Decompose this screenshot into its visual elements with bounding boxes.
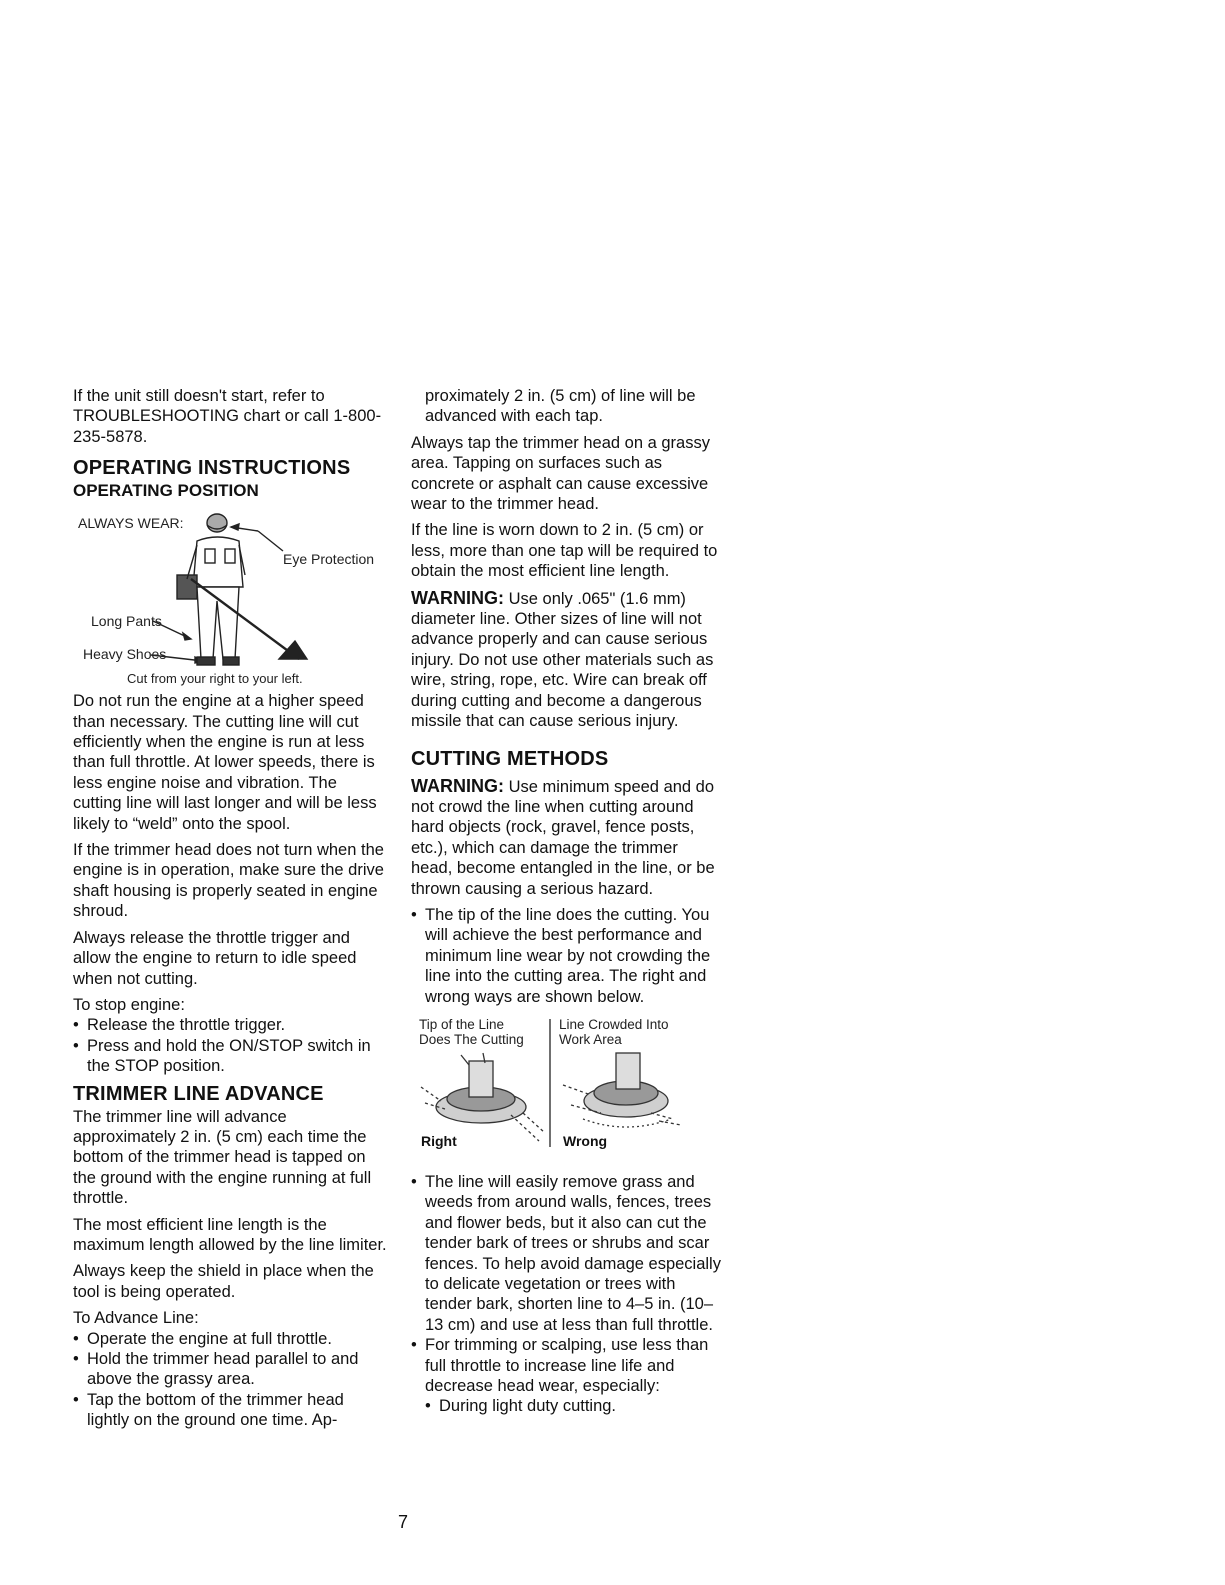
trimmer-line-advance-heading: TRIMMER LINE ADVANCE [73, 1082, 324, 1105]
line-advance-paragraph: The trimmer line will advance approximately 2 in. (5 cm) each time the bottom of the trimmer head is tapped on the ground with the engine running at full throttle. [73, 1107, 372, 1208]
intro-text: If the unit still doesn't start, refer to TROUBLESHOOTING chart or call 1-800-235-5878. [73, 387, 382, 446]
trimmer-head-paragraph: If the trimmer head does not turn when the engine is in operation, make sure the drive shaft housing is properly seated in engine shroud. [73, 841, 384, 921]
line-length-paragraph: The most efficient line length is the maximum length allowed by the line limiter. [73, 1215, 387, 1254]
cutting-tip-bullet: • The tip of the line does the cutting. You will achieve the best performance and minimum line wear by not crowding the line into the cutting area. The right and wrong ways are shown below. [411, 905, 721, 1007]
figure-caption: Cut from your right to your left. [127, 671, 303, 687]
stop-engine-label: To stop engine: [73, 995, 185, 1014]
advance-step-1: • Operate the engine at full throttle. [73, 1329, 388, 1349]
warning-label: WARNING: [411, 775, 504, 796]
worn-line-paragraph: If the line is worn down to 2 in. (5 cm) or less, more than one tap will be required to obtain the most efficient line length. [411, 521, 718, 581]
always-wear-label: ALWAYS WEAR: [78, 515, 184, 532]
right-label: Right [421, 1132, 457, 1149]
wrong-label: Wrong [563, 1132, 608, 1149]
operating-position-figure [73, 509, 388, 687]
eye-protection-label: Eye Protection [283, 551, 375, 568]
grass-weeds-bullet: • The line will easily remove grass and weeds from around walls, fences, trees and flower beds, but it also can cut the tender bark of trees or shrubs and scar fences. To help avoid damage especially to delicate vegetation or trees with tender bark, shorten line to 4–5 in. (10–13 cm) and use at less than full throttle. [411, 1172, 721, 1335]
operating-instructions-heading: OPERATING INSTRUCTIONS [73, 457, 351, 480]
stop-step-1: • Release the throttle trigger. [73, 1015, 388, 1035]
operating-position-heading: OPERATING POSITION [73, 481, 259, 501]
right-column [411, 386, 721, 1417]
cutting-methods-heading: CUTTING METHODS [411, 747, 609, 770]
warning-label: WARNING: [411, 587, 504, 608]
advance-step-3-continued: proximately 2 in. (5 cm) of line will be advanced with each tap. [425, 387, 696, 426]
page-number: 7 [398, 1512, 409, 1532]
operator-illustration [73, 509, 388, 679]
warning-text: Use only .065" (1.6 mm) diameter line. Other sizes of line will not advance properly and can cause serious injury. Do not use other materials such as wire, string, rope, etc. Wire can break off during cutting and become a dangerous missile that can cause serious injury. [411, 589, 714, 731]
heavy-shoes-label: Heavy Shoes [83, 646, 167, 663]
tip-of-line-label: Tip of the Line Does The Cutting [419, 1016, 524, 1047]
left-column [73, 386, 388, 1431]
line-crowded-label: Line Crowded Into Work Area [559, 1016, 669, 1047]
advance-step-3: • Tap the bottom of the trimmer head lightly on the ground one time. Ap- [73, 1390, 388, 1431]
light-duty-bullet: • During light duty cutting. [425, 1396, 721, 1416]
cutting-warning [411, 776, 721, 899]
stop-step-2: • Press and hold the ON/STOP switch in the STOP position. [73, 1036, 388, 1077]
advance-step-2: • Hold the trimmer head parallel to and above the grassy area. [73, 1349, 388, 1390]
warning-text: Use minimum speed and do not crowd the line when cutting around hard objects (rock, gravel, fence posts, etc.), which can damage the trimmer head, become entangled in the line, or be thrown causing a serious hazard. [411, 777, 715, 898]
tap-grassy-paragraph: Always tap the trimmer head on a grassy area. Tapping on surfaces such as concrete or asphalt can cause excessive wear to the trimmer head. [411, 433, 710, 514]
release-throttle-paragraph: Always release the throttle trigger and allow the engine to return to idle speed when not cutting. [73, 928, 357, 988]
shield-paragraph: Always keep the shield in place when the tool is being operated. [73, 1262, 374, 1301]
engine-speed-paragraph: Do not run the engine at a higher speed than necessary. The cutting line will cut efficiently when the engine is run at less than full throttle. At lower speeds, there is less engine noise and vibration. The cutting line will last longer and will be less likely to “weld” onto the spool. [73, 692, 377, 833]
trimming-scalping-bullet: • For trimming or scalping, use less than full throttle to increase line life and decrease head wear, especially: [411, 1335, 721, 1396]
line-size-warning [411, 588, 721, 732]
long-pants-label: Long Pants [91, 613, 162, 630]
advance-line-label: To Advance Line: [73, 1309, 199, 1328]
right-wrong-figure [411, 1015, 721, 1160]
